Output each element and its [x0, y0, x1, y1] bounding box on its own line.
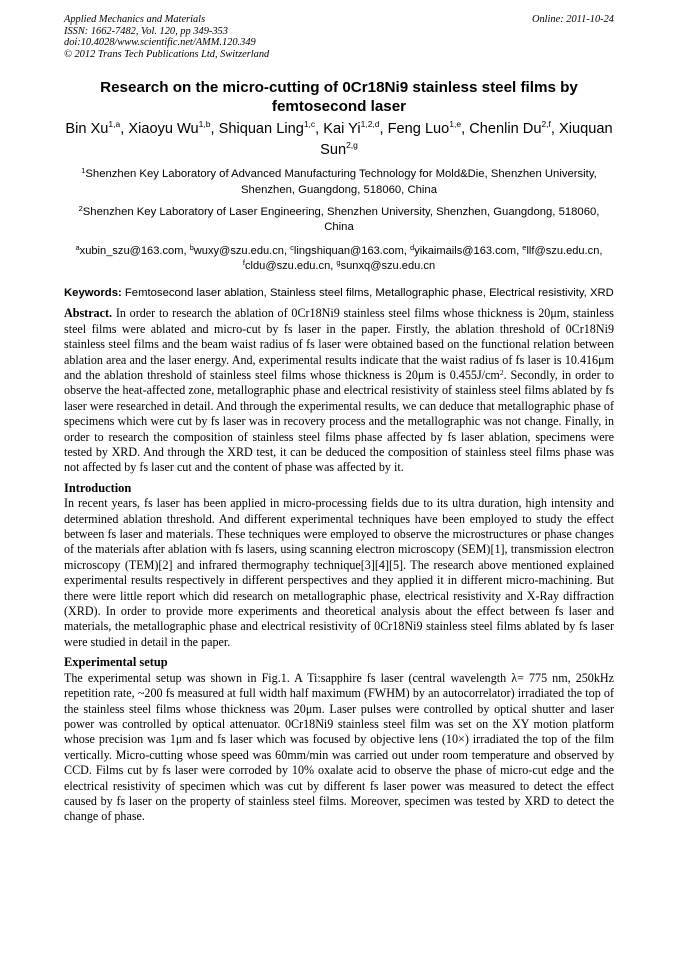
author: Bin Xu$^{1,a}$ — [65, 119, 121, 138]
online-date: Online: 2011-10-24 — [531, 14, 614, 25]
section-heading-experimental-setup: Experimental setup — [64, 655, 168, 670]
keywords-label: Keywords: — [64, 286, 122, 299]
copyright-line: © 2012 Trans Tech Publications Ltd, Switzerland — [64, 48, 270, 60]
author: Kai Yi$^{1,2,d}$ — [323, 119, 380, 138]
issn-line: ISSN: 1662-7482, Vol. 120, pp 349-353 — [64, 25, 228, 37]
journal-header — [64, 14, 614, 60]
author: Xiuquan Sun$^{2,g}$ — [320, 121, 613, 159]
author: Shiquan Ling$^{1,c}$ — [218, 119, 316, 138]
introduction-paragraph: In recent years, fs laser has been applied in micro-processing fields due to its ultra duration, high intensity and determined ablation threshold. And different experimental techniques have been employed to study the effect between fs laser and materials. These techniques were employed to observe the microstructures or phase changes of the materials after ablation with fs lasers, using scanning electron microscopy (SEM)[1], transmission electron microscopy (TEM)[2] and infrared thermography technique[3][4][5]. The research above mentioned explained experimental results respectively in different perspectives and they applied it in different micro-machining. But there were little report which did research on metallographic phase, electrical resistivity and X-Ray diffraction (XRD). In order to provide more experiments and theoretical analysis about the effect between fs laser and materials, the metallographic phase and electrical resistivity of 0Cr18Ni9 stainless steel films ablated by fs laser were studied in detail in the paper. — [64, 496, 614, 649]
paper-page — [64, 14, 614, 825]
affiliation: $^1$Shenzhen Key Laboratory of Advanced Manufacturing Technology for Mold&Die, Shenzhen University, Shenzhen, Guangdong, 518060, China — [81, 166, 597, 196]
journal-name: Applied Mechanics and Materials — [64, 14, 206, 25]
affiliation: $^2$Shenzhen Key Laboratory of Laser Engineering, Shenzhen University, Shenzhen, Guangdong, 518060, China — [78, 203, 600, 234]
author-list: Bin Xu$^{1,a}$, Xiaoyu Wu$^{1,b}$, Shiquan Ling$^{1,c}$, Kai Yi$^{1,2,d}$, Feng Luo$^{1,e}$, Chenlin Du$^{2,f}$, Xiuquan Sun$^{2,g}$ — [65, 119, 613, 159]
email[interactable]: $^a$xubin_szu@163.com — [75, 242, 184, 257]
email[interactable]: $^g$sunxq@szu.edu.cn — [336, 257, 436, 272]
keywords-text: Femtosecond laser ablation, Stainless steel films, Metallographic phase, Electrical resistivity, XRD — [124, 286, 614, 299]
email[interactable]: $^f$cldu@szu.edu.cn — [242, 257, 331, 272]
paper-title: Research on the micro-cutting of 0Cr18Ni9 stainless steel films by femtosecond laser — [100, 79, 578, 116]
email[interactable]: $^e$llf@szu.edu.cn — [522, 242, 600, 257]
email[interactable]: $^b$wuxy@szu.edu.cn — [189, 242, 284, 257]
section-heading-introduction: Introduction — [64, 480, 132, 495]
author: Feng Luo$^{1,e}$ — [387, 119, 462, 138]
email-list: $^a$xubin_szu@163.com, $^b$wuxy@szu.edu.cn, $^c$lingshiquan@163.com, $^d$yikaimails@163.com, $^e$llf@szu.edu.cn, $^f$cldu@szu.edu.cn, $^g$sunxq@szu.edu.cn — [75, 242, 603, 272]
keywords — [64, 286, 614, 302]
author: Chenlin Du$^{2,f}$ — [469, 119, 551, 138]
abstract: Abstract. In order to research the ablation of 0Cr18Ni9 stainless steel films whose thickness is 20μm, stainless steel films were ablated and micro-cut by fs laser in the paper. Firstly, the ablation threshold of 0Cr18Ni9 stainless steel films and the beam waist radius of fs laser were obtained based on the functional relation between ablation area and the laser energy. And, experimental results indicate that the waist radius of fs laser is 10.416μm and the ablation threshold of stainless steel films whose thickness is 20μm is $0.455J/cm^2$. Secondly, in order to observe the heat-affected zone, metallographic phase and electrical resistivity of stainless steel films ablated by fs laser were researched in detail. And through the experimental results, we can deduce that metallographic phase of specimens which were cut by fs laser was in recovery process and the metallographic was not change. Finally, in order to research the composition of stainless steel films phase affected by fs laser ablation, specimens were tested by XRD. And through the XRD test, it can be deduced the composition of stainless steel films phase was not affected by fs laser cut and the content of phase was affected by it. — [64, 306, 615, 475]
author: Xiaoyu Wu$^{1,b}$ — [128, 119, 211, 138]
experimental-paragraph: The experimental setup was shown in Fig.1. A Ti:sapphire fs laser (central wavelength λ= 775 nm, 250kHz repetition rate, ~200 fs measured at full width half maximum (FWHM) by an autocorrelator) irradiated the top of the stainless steel films whose thickness was 20μm. Laser pulses were controlled by optical shutter and laser power was controlled by optical attenuator. 0Cr18Ni9 stainless steel film was set on the XY motion platform whose precision was 1μm and fs laser which was focused by objective lens (10×) irradiated the top of the film vertically. Micro-cutting whose speed was 60mm/min was carried out under room temperature and observed by CCD. Films cut by fs laser were corroded by 10% oxalate acid to observe the phase of micro-cut edge and the electrical resistivity of specimen which was cut by different fs laser power was measured to detect the effect caused by fs laser on the property of stainless steel films. Moreover, specimen was tested by XRD to detect the change of phase. — [64, 670, 614, 824]
doi-line: doi:10.4028/www.scientific.net/AMM.120.349 — [64, 37, 256, 49]
email[interactable]: $^d$yikaimails@163.com — [410, 242, 517, 257]
abstract-label: Abstract. — [64, 306, 113, 321]
email[interactable]: $^c$lingshiquan@163.com — [290, 242, 404, 257]
